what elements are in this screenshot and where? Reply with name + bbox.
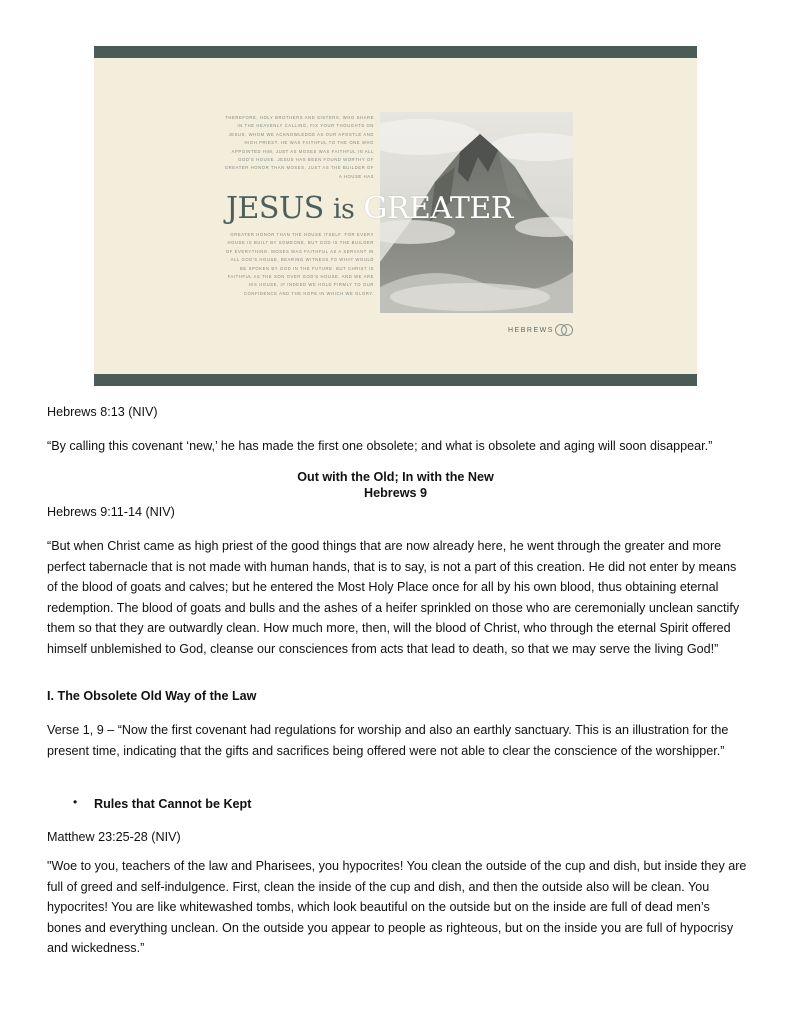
bullet-item: Rules that Cannot be Kept (94, 797, 252, 811)
section-heading-subtitle: Hebrews 9 (364, 486, 427, 500)
series-label: HEBREWS (508, 327, 554, 334)
scripture-quote: “By calling this covenant ‘new,’ he has made the first one obsolete; and what is obsolete and aging will soon disappear.” (47, 439, 713, 453)
headline-word-jesus: JESUS (226, 191, 324, 226)
banner-bottom-stripe (94, 374, 697, 386)
headline-word-is: is (332, 194, 355, 225)
bullet-icon: • (73, 795, 78, 809)
verse-paragraph: Verse 1, 9 – “Now the first covenant had regulations for worship and also an earthly sanctuary. This is an illustration for the present time, indicating that the gifts and sacrifices being offered were not able to clear the conscience of the worshipper.” (47, 723, 729, 758)
scripture-quote-paragraph: “But when Christ came as high priest of the good things that are now already here, he went through the greater and more perfect tabernacle that is not made with human hands, that is to say, is not a part of this creation. He did not enter by means of the blood of goats and calves; but he entered the Most Holy Place once for all by his own blood, thus obtaining eternal redemption. The blood of goats and bulls and the ashes of a heifer sprinkled on those who are ceremonially unclean sanctify them so that they are outwardly clean. How much more, then, will the blood of Christ, who through the eternal Spirit offered himself unblemished to God, cleanse our consciences from acts that lead to death, so that we may serve the living God!” (47, 539, 740, 656)
banner-fine-text-top: THEREFORE, HOLY BROTHERS AND SISTERS, WHO SHARE IN THE HEAVENLY CALLING, FIX YOUR THOUGHTS ON JESUS, WHOM WE ACKNOWLEDGE AS OUR APOSTLE AND HIGH PRIEST. HE WAS FAITHFUL TO THE ONE WHO APPOINTED HIM, JUST AS MOSES WAS FAITHFUL IN ALL GOD'S HOUSE. JESUS HAS BEEN FOUND WORTHY OF GREATER HONOR THAN MOSES, JUST AS THE BUILDER OF A HOUSE HAS (224, 115, 374, 179)
scripture-reference: Hebrews 9:11-14 (NIV) (47, 505, 175, 519)
outline-point-heading: I. The Obsolete Old Way of the Law (47, 689, 257, 703)
scripture-quote-paragraph: "Woe to you, teachers of the law and Pharisees, you hypocrites! You clean the outside of the cup and dish, but inside they are full of greed and self-indulgence. First, clean the inside of the cup and dish, and then the outside also will be clean. You hypocrites! You are like whitewashed tombs, which look beautiful on the outside but on the inside are full of dead men’s bones and everything unclean. On the outside you appear to people as righteous, but on the inside you are full of hypocrisy and wickedness.” (47, 859, 747, 955)
sermon-banner-image (94, 46, 697, 386)
banner-headline (226, 190, 513, 228)
banner-top-stripe (94, 46, 697, 58)
section-heading-title: Out with the Old; In with the New (297, 470, 494, 484)
headline-word-greater: GREATER (363, 191, 513, 226)
scripture-reference: Matthew 23:25-28 (NIV) (47, 830, 181, 844)
interlocking-rings-icon (553, 323, 575, 337)
scripture-reference: Hebrews 8:13 (NIV) (47, 405, 158, 419)
banner-fine-text-bottom: GREATER HONOR THAN THE HOUSE ITSELF. FOR EVERY HOUSE IS BUILT BY SOMEONE, BUT GOD IS THE BUILDER OF EVERYTHING. MOSES WAS FAITHFUL AS A SERVANT IN ALL GOD'S HOUSE, BEARING WITNESS TO WHAT WOULD BE SPOKEN BY GOD IN THE FUTURE. BUT CHRIST IS FAITHFUL AS THE SON OVER GOD'S HOUSE. AND WE ARE HIS HOUSE, IF INDEED WE HOLD FIRMLY TO OUR CONFIDENCE AND THE HOPE IN WHICH WE GLORY. (225, 232, 374, 296)
